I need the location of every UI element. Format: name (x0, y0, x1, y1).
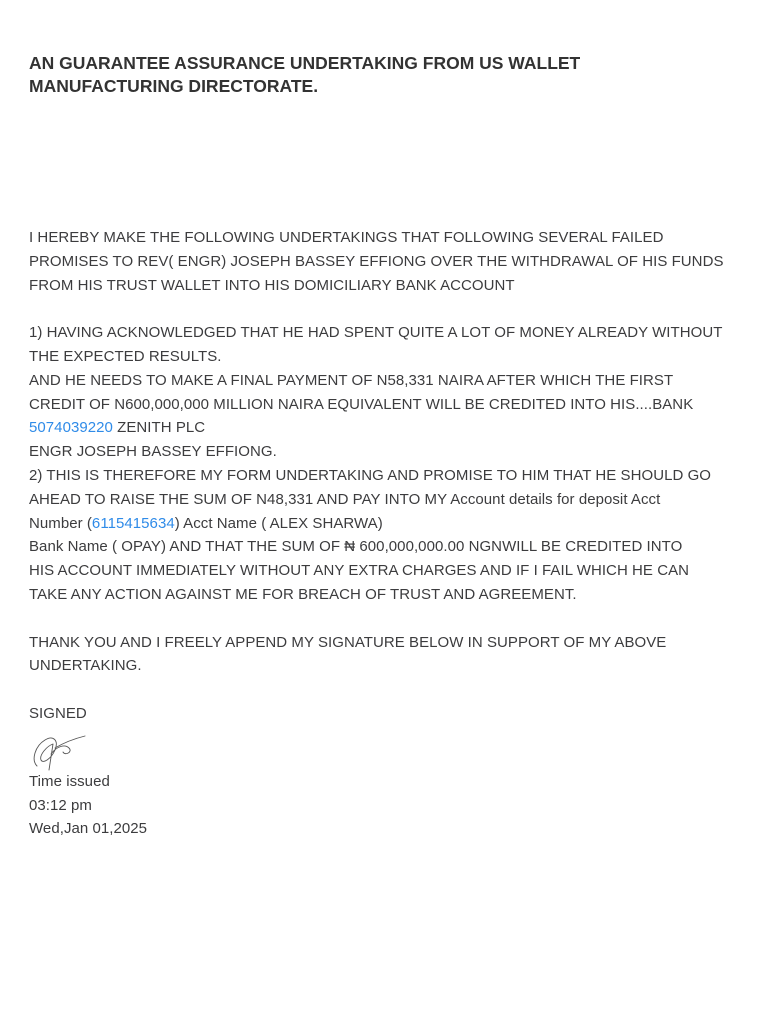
intro-line: I HEREBY MAKE THE FOLLOWING UNDERTAKINGS THAT FOLLOWING SEVERAL FAILED (29, 229, 664, 246)
deposit-account-line (29, 512, 749, 536)
point2-line: TAKE ANY ACTION AGAINST ME FOR BREACH OF TRUST AND AGREEMENT. (29, 585, 577, 603)
paragraph-spacer (29, 607, 749, 631)
acct-suffix-text: ) Acct Name ( ALEX SHARWA) (174, 514, 383, 532)
point2-line: HIS ACCOUNT IMMEDIATELY WITHOUT ANY EXTRA CHARGES AND IF I FAIL WHICH HE CAN (29, 562, 690, 580)
note-document (29, 52, 749, 841)
closing-line: UNDERTAKING. (29, 657, 142, 675)
deposit-account-number-link[interactable]: 6115415634 (91, 514, 175, 532)
title-line-1: AN GUARANTEE ASSURANCE UNDERTAKING FROM US WALLET (29, 53, 581, 73)
paragraph-spacer (29, 678, 749, 702)
point1-line: AND HE NEEDS TO MAKE A FINAL PAYMENT OF N58,331 NAIRA AFTER WHICH THE FIRST (29, 371, 674, 389)
acct-prefix-text: Number ( (29, 514, 92, 532)
title-line-2: MANUFACTURING DIRECTORATE. (29, 76, 319, 96)
closing-line: THANK YOU AND I FREELY APPEND MY SIGNATURE BELOW IN SUPPORT OF MY ABOVE (29, 633, 667, 651)
bank-account-line (29, 416, 749, 440)
intro-line: FROM HIS TRUST WALLET INTO HIS DOMICILIARY BANK ACCOUNT (29, 276, 515, 294)
signed-label: SIGNED (29, 704, 87, 722)
document-body (29, 226, 749, 841)
point1-line: 1) HAVING ACKNOWLEDGED THAT HE HAD SPENT QUITE A LOT OF MONEY ALREADY WITHOUT (29, 324, 723, 342)
signature-image (29, 726, 89, 774)
point1-line: THE EXPECTED RESULTS. (29, 347, 222, 365)
document-title (29, 52, 749, 98)
beneficiary-name-line: ENGR JOSEPH BASSEY EFFIONG. (29, 443, 277, 461)
point2-line: AHEAD TO RAISE THE SUM OF N48,331 AND PAY INTO MY Account details for deposit Acct (29, 490, 661, 508)
paragraph-spacer (29, 297, 749, 321)
point2-line: 2) THIS IS THEREFORE MY FORM UNDERTAKING AND PROMISE TO HIM THAT HE SHOULD GO (29, 466, 712, 484)
time-issued-value: 03:12 pm (29, 796, 92, 814)
bank-account-number-link[interactable]: 5074039220 (29, 419, 113, 437)
time-issued-label: Time issued (29, 772, 110, 790)
bank-name-text: ZENITH PLC (112, 419, 206, 437)
intro-line: PROMISES TO REV( ENGR) JOSEPH BASSEY EFFIONG OVER THE WITHDRAWAL OF HIS FUNDS (29, 252, 724, 270)
point1-line: CREDIT OF N600,000,000 MILLION NAIRA EQUIVALENT WILL BE CREDITED INTO HIS....BANK (29, 395, 694, 413)
date-issued-value: Wed,Jan 01,2025 (29, 820, 148, 838)
point2-line: Bank Name ( OPAY) AND THAT THE SUM OF ₦ 600,000,000.00 NGNWILL BE CREDITED INTO (29, 538, 683, 556)
